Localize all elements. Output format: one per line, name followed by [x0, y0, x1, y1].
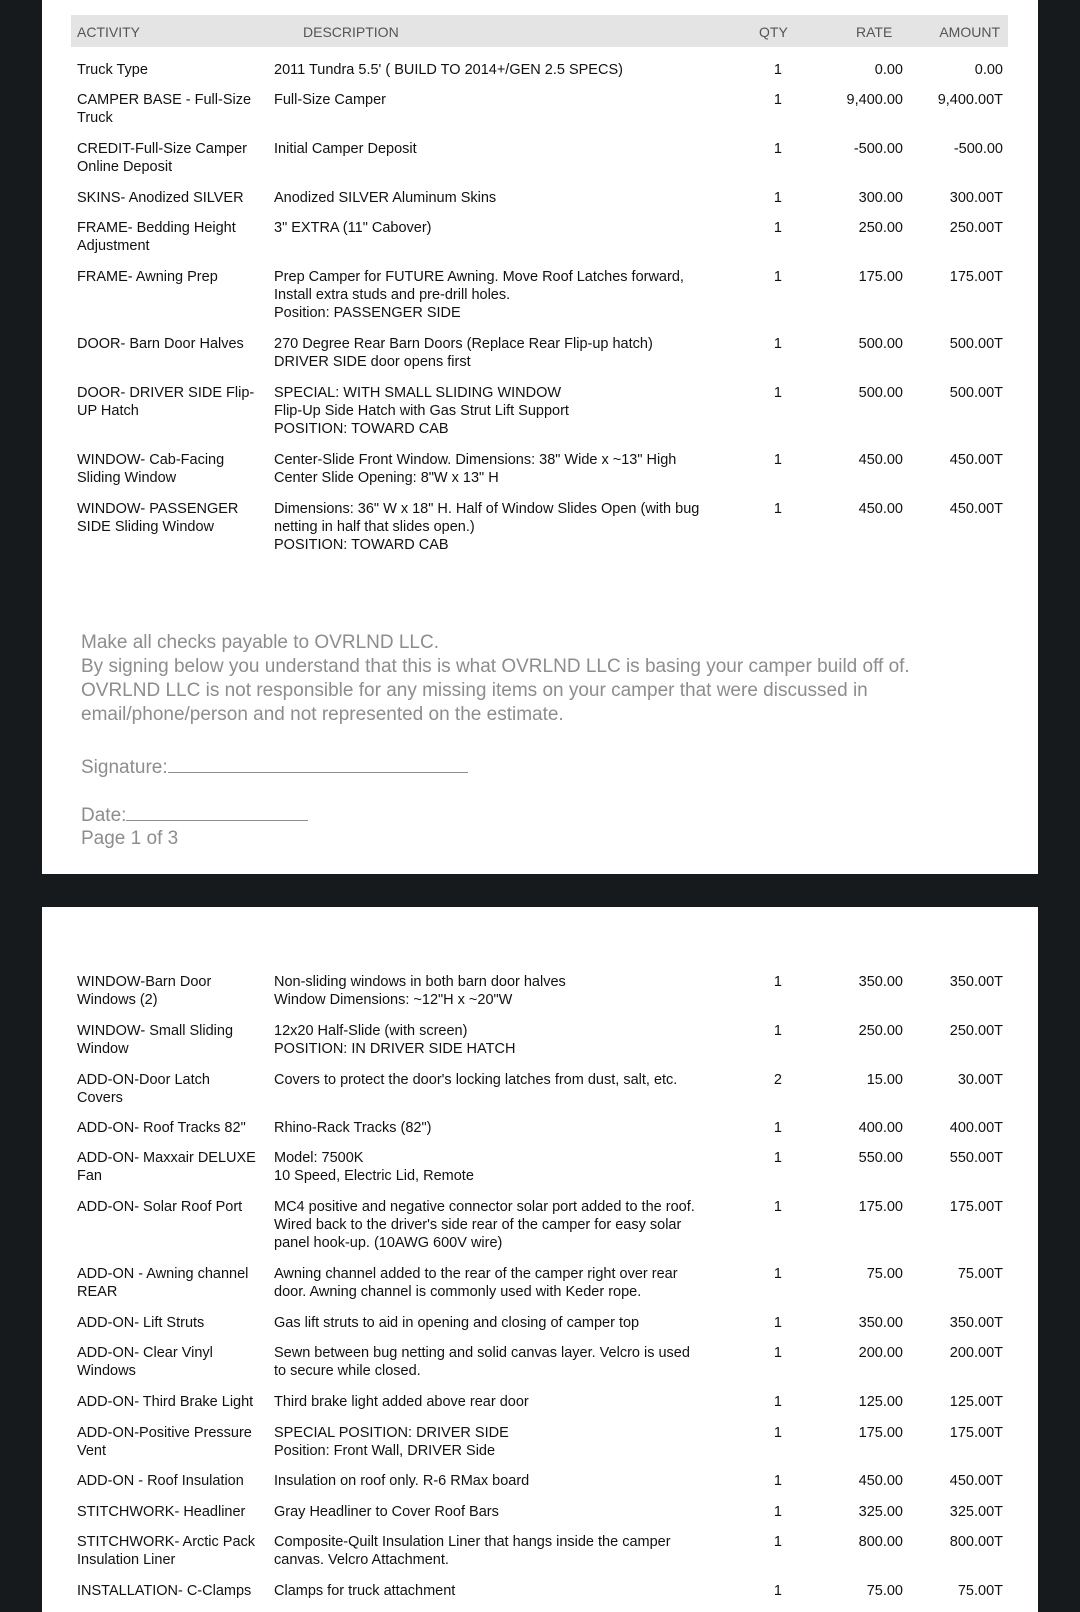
description-text: canvas. Velcro Attachment.: [274, 1552, 449, 1568]
activity-text: Truck Type: [77, 62, 148, 78]
rate-cell: 400.00: [858, 1120, 903, 1136]
description-cell: [274, 973, 719, 1009]
description-text: MC4 positive and negative connector solar port added to the roof.: [274, 1199, 695, 1215]
description-text: to secure while closed.: [274, 1363, 421, 1379]
description-text: 2011 Tundra 5.5' ( BUILD TO 2014+/GEN 2.5 SPECS): [274, 62, 623, 78]
activity-text: Adjustment: [77, 238, 150, 254]
activity-cell: [77, 268, 265, 286]
amount-cell: 0.00: [974, 62, 1003, 78]
amount-cell: 350.00T: [949, 974, 1003, 990]
col-activity: ACTIVITY: [77, 24, 141, 40]
activity-text: Windows (2): [77, 992, 158, 1008]
rate-cell: 350.00: [858, 974, 903, 990]
amount-cell: 450.00T: [949, 452, 1003, 468]
activity-text: SIDE Sliding Window: [77, 519, 214, 535]
note-line: OVRLND LLC is not responsible for any missing items on your camper that were discussed in: [81, 680, 868, 701]
description-text: Sewn between bug netting and solid canvas layer. Velcro is used: [274, 1345, 690, 1361]
description-text: Non-sliding windows in both barn door halves: [274, 974, 566, 990]
description-cell: [274, 1393, 719, 1411]
col-qty: QTY: [759, 24, 788, 40]
rate-cell: 200.00: [858, 1345, 903, 1361]
description-cell: [274, 140, 719, 158]
qty-cell: 1: [773, 92, 782, 108]
activity-text: DOOR- Barn Door Halves: [77, 336, 244, 352]
activity-cell: [77, 1314, 265, 1332]
activity-text: CREDIT-Full-Size Camper: [77, 141, 247, 157]
description-text: Dimensions: 36" W x 18" H. Half of Window Slides Open (with bug: [274, 501, 700, 517]
activity-cell: [77, 61, 265, 79]
estimate-page-1: [42, 0, 1038, 874]
activity-cell: [77, 973, 265, 1009]
activity-text: CAMPER BASE - Full-Size: [77, 92, 252, 108]
rate-cell: 800.00: [858, 1534, 903, 1550]
activity-cell: [77, 140, 265, 176]
col-description: DESCRIPTION: [303, 24, 399, 40]
description-text: POSITION: TOWARD CAB: [274, 537, 449, 553]
description-cell: [274, 1503, 719, 1521]
activity-cell: [77, 219, 265, 255]
col-rate: RATE: [856, 24, 893, 40]
signature-label: Signature:: [81, 757, 168, 778]
activity-text: Window: [77, 1041, 129, 1057]
activity-text: Vent: [77, 1443, 107, 1459]
description-cell: [274, 335, 719, 371]
amount-cell: 175.00T: [949, 1425, 1003, 1441]
description-cell: [274, 1022, 719, 1058]
rate-cell: 250.00: [858, 220, 903, 236]
description-cell: [274, 91, 719, 109]
description-text: Wired back to the driver's side rear of the camper for easy solar: [274, 1217, 682, 1233]
activity-text: WINDOW- PASSENGER: [77, 501, 239, 517]
activity-cell: [77, 1149, 265, 1185]
description-text: Gray Headliner to Cover Roof Bars: [274, 1504, 499, 1520]
activity-cell: [77, 1424, 265, 1460]
qty-cell: 1: [773, 269, 782, 285]
rate-cell: 75.00: [866, 1266, 903, 1282]
description-cell: [274, 500, 719, 554]
activity-text: Covers: [77, 1090, 123, 1106]
qty-cell: 1: [773, 1583, 782, 1599]
activity-text: Fan: [77, 1168, 102, 1184]
description-cell: [274, 189, 719, 207]
date-line: [81, 802, 308, 827]
description-text: Anodized SILVER Aluminum Skins: [274, 190, 497, 206]
rate-cell: 250.00: [858, 1023, 903, 1039]
description-text: 3" EXTRA (11" Cabover): [274, 220, 432, 236]
activity-text: ADD-ON - Roof Insulation: [77, 1473, 244, 1489]
activity-cell: [77, 1582, 265, 1600]
activity-text: STITCHWORK- Headliner: [77, 1504, 246, 1520]
rate-cell: 500.00: [858, 385, 903, 401]
amount-cell: 350.00T: [949, 1315, 1003, 1331]
activity-cell: [77, 1503, 265, 1521]
amount-cell: -500.00: [953, 141, 1003, 157]
description-text: Initial Camper Deposit: [274, 141, 417, 157]
amount-cell: 30.00T: [957, 1072, 1003, 1088]
rate-cell: 325.00: [858, 1504, 903, 1520]
note-line: Make all checks payable to OVRLND LLC.: [81, 632, 439, 653]
amount-cell: 450.00T: [949, 501, 1003, 517]
activity-cell: [77, 384, 265, 420]
amount-cell: 300.00T: [949, 190, 1003, 206]
activity-text: ADD-ON- Lift Struts: [77, 1315, 205, 1331]
qty-cell: 1: [773, 1199, 782, 1215]
description-text: panel hook-up. (10AWG 600V wire): [274, 1235, 503, 1251]
amount-cell: 250.00T: [949, 1023, 1003, 1039]
description-cell: [274, 1424, 719, 1460]
description-text: Clamps for truck attachment: [274, 1583, 456, 1599]
activity-text: ADD-ON- Maxxair DELUXE: [77, 1150, 256, 1166]
activity-text: ADD-ON- Third Brake Light: [77, 1394, 254, 1410]
activity-text: FRAME- Awning Prep: [77, 269, 218, 285]
description-text: Flip-Up Side Hatch with Gas Strut Lift Support: [274, 403, 569, 419]
qty-cell: 1: [773, 141, 782, 157]
activity-text: Insulation Liner: [77, 1552, 176, 1568]
qty-cell: 1: [773, 1120, 782, 1136]
rate-cell: 125.00: [858, 1394, 903, 1410]
rate-cell: 350.00: [858, 1315, 903, 1331]
description-text: Awning channel added to the rear of the camper right over rear: [274, 1266, 678, 1282]
activity-cell: [77, 1071, 265, 1107]
rate-cell: 500.00: [858, 336, 903, 352]
rate-cell: 550.00: [858, 1150, 903, 1166]
description-text: Covers to protect the door's locking latches from dust, salt, etc.: [274, 1072, 678, 1088]
date-label: Date:: [81, 805, 127, 826]
description-cell: [274, 1582, 719, 1600]
description-text: Window Dimensions: ~12"H x ~20"W: [274, 992, 513, 1008]
activity-cell: [77, 1265, 265, 1301]
activity-text: SKINS- Anodized SILVER: [77, 190, 244, 206]
amount-cell: 125.00T: [949, 1394, 1003, 1410]
activity-text: WINDOW- Small Sliding: [77, 1023, 234, 1039]
activity-text: WINDOW-Barn Door: [77, 974, 212, 990]
description-cell: [274, 1265, 719, 1301]
description-text: Third brake light added above rear door: [274, 1394, 529, 1410]
description-text: POSITION: IN DRIVER SIDE HATCH: [274, 1041, 516, 1057]
qty-cell: 1: [773, 1315, 782, 1331]
amount-cell: 200.00T: [949, 1345, 1003, 1361]
description-text: Composite-Quilt Insulation Liner that hangs inside the camper: [274, 1534, 671, 1550]
qty-cell: 1: [773, 452, 782, 468]
activity-text: ADD-ON- Solar Roof Port: [77, 1199, 243, 1215]
signature-field[interactable]: [168, 754, 468, 773]
activity-text: WINDOW- Cab-Facing: [77, 452, 225, 468]
activity-text: ADD-ON- Roof Tracks 82": [77, 1120, 246, 1136]
rate-cell: 9,400.00: [846, 92, 903, 108]
activity-text: Online Deposit: [77, 159, 173, 175]
amount-cell: 175.00T: [949, 1199, 1003, 1215]
amount-cell: 175.00T: [949, 269, 1003, 285]
description-text: Center Slide Opening: 8"W x 13" H: [274, 470, 499, 486]
activity-cell: [77, 1119, 265, 1137]
qty-cell: 1: [773, 1534, 782, 1550]
qty-cell: 1: [773, 385, 782, 401]
qty-cell: 1: [773, 1425, 782, 1441]
rate-cell: 175.00: [858, 1199, 903, 1215]
activity-text: ADD-ON- Clear Vinyl: [77, 1345, 213, 1361]
date-field[interactable]: [126, 802, 308, 821]
activity-text: INSTALLATION- C-Clamps: [77, 1583, 252, 1599]
description-cell: [274, 1198, 719, 1252]
description-cell: [274, 61, 719, 79]
activity-cell: [77, 1344, 265, 1380]
activity-cell: [77, 1198, 265, 1216]
table-header: [71, 15, 1008, 47]
description-cell: [274, 451, 719, 487]
description-text: POSITION: TOWARD CAB: [274, 421, 449, 437]
amount-cell: 75.00T: [957, 1583, 1003, 1599]
description-text: SPECIAL POSITION: DRIVER SIDE: [274, 1425, 509, 1441]
rate-cell: 300.00: [858, 190, 903, 206]
description-cell: [274, 219, 719, 237]
activity-cell: [77, 1472, 265, 1490]
description-text: Rhino-Rack Tracks (82"): [274, 1120, 432, 1136]
activity-cell: [77, 1393, 265, 1411]
description-cell: [274, 384, 719, 438]
rate-cell: 75.00: [866, 1583, 903, 1599]
qty-cell: 1: [773, 1266, 782, 1282]
qty-cell: 1: [773, 190, 782, 206]
amount-cell: 800.00T: [949, 1534, 1003, 1550]
activity-cell: [77, 91, 265, 127]
description-cell: [274, 268, 719, 322]
activity-cell: [77, 335, 265, 353]
description-text: Position: Front Wall, DRIVER Side: [274, 1443, 496, 1459]
description-text: Gas lift struts to aid in opening and closing of camper top: [274, 1315, 640, 1331]
qty-cell: 1: [773, 1473, 782, 1489]
estimate-page-2: [42, 907, 1038, 1612]
description-text: DRIVER SIDE door opens first: [274, 354, 471, 370]
activity-cell: [77, 500, 265, 536]
activity-cell: [77, 1022, 265, 1058]
activity-text: FRAME- Bedding Height: [77, 220, 236, 236]
amount-cell: 450.00T: [949, 1473, 1003, 1489]
rate-cell: 175.00: [858, 1425, 903, 1441]
terms-notes: [81, 631, 981, 727]
qty-cell: 1: [773, 1504, 782, 1520]
activity-text: REAR: [77, 1284, 118, 1300]
activity-cell: [77, 189, 265, 207]
description-text: 270 Degree Rear Barn Doors (Replace Rear Flip-up hatch): [274, 336, 653, 352]
activity-text: ADD-ON-Positive Pressure: [77, 1425, 252, 1441]
description-text: Position: PASSENGER SIDE: [274, 305, 461, 321]
description-text: 10 Speed, Electric Lid, Remote: [274, 1168, 474, 1184]
activity-text: Truck: [77, 110, 113, 126]
qty-cell: 2: [773, 1072, 782, 1088]
rate-cell: 15.00: [866, 1072, 903, 1088]
description-text: Install extra studs and pre-drill holes.: [274, 287, 511, 303]
description-text: Prep Camper for FUTURE Awning. Move Roof Latches forward,: [274, 269, 684, 285]
amount-cell: 500.00T: [949, 385, 1003, 401]
activity-text: UP Hatch: [77, 403, 139, 419]
description-cell: [274, 1149, 719, 1185]
page-number: Page 1 of 3: [81, 828, 179, 849]
rate-cell: 175.00: [858, 269, 903, 285]
rate-cell: 450.00: [858, 1473, 903, 1489]
activity-cell: [77, 451, 265, 487]
description-cell: [274, 1344, 719, 1380]
description-text: SPECIAL: WITH SMALL SLIDING WINDOW: [274, 385, 562, 401]
description-cell: [274, 1533, 719, 1569]
amount-cell: 400.00T: [949, 1120, 1003, 1136]
description-text: netting in half that slides open.): [274, 519, 475, 535]
qty-cell: 1: [773, 1150, 782, 1166]
amount-cell: 75.00T: [957, 1266, 1003, 1282]
activity-cell: [77, 1533, 265, 1569]
amount-cell: 9,400.00T: [937, 92, 1003, 108]
signature-line: [81, 754, 468, 779]
note-line: By signing below you understand that this is what OVRLND LLC is basing your camper build off of.: [81, 656, 910, 677]
amount-cell: 250.00T: [949, 220, 1003, 236]
activity-text: ADD-ON-Door Latch: [77, 1072, 210, 1088]
qty-cell: 1: [773, 1023, 782, 1039]
activity-text: Windows: [77, 1363, 136, 1379]
description-text: Model: 7500K: [274, 1150, 364, 1166]
description-cell: [274, 1071, 719, 1089]
description-text: 12x20 Half-Slide (with screen): [274, 1023, 468, 1039]
amount-cell: 500.00T: [949, 336, 1003, 352]
rate-cell: -500.00: [853, 141, 903, 157]
col-amount: AMOUNT: [939, 24, 1000, 40]
qty-cell: 1: [773, 1394, 782, 1410]
description-cell: [274, 1119, 719, 1137]
description-cell: [274, 1472, 719, 1490]
qty-cell: 1: [773, 974, 782, 990]
activity-text: Sliding Window: [77, 470, 177, 486]
note-line: email/phone/person and not represented on the estimate.: [81, 704, 564, 725]
qty-cell: 1: [773, 501, 782, 517]
qty-cell: 1: [773, 1345, 782, 1361]
rate-cell: 450.00: [858, 501, 903, 517]
qty-cell: 1: [773, 62, 782, 78]
amount-cell: 550.00T: [949, 1150, 1003, 1166]
qty-cell: 1: [773, 336, 782, 352]
description-text: Insulation on roof only. R-6 RMax board: [274, 1473, 530, 1489]
activity-text: ADD-ON - Awning channel: [77, 1266, 249, 1282]
description-text: Full-Size Camper: [274, 92, 386, 108]
description-text: Center-Slide Front Window. Dimensions: 38" Wide x ~13" High: [274, 452, 677, 468]
rate-cell: 450.00: [858, 452, 903, 468]
description-text: door. Awning channel is commonly used with Keder rope.: [274, 1284, 642, 1300]
description-cell: [274, 1314, 719, 1332]
qty-cell: 1: [773, 220, 782, 236]
activity-text: STITCHWORK- Arctic Pack: [77, 1534, 256, 1550]
activity-text: DOOR- DRIVER SIDE Flip-: [77, 385, 255, 401]
rate-cell: 0.00: [874, 62, 903, 78]
amount-cell: 325.00T: [949, 1504, 1003, 1520]
